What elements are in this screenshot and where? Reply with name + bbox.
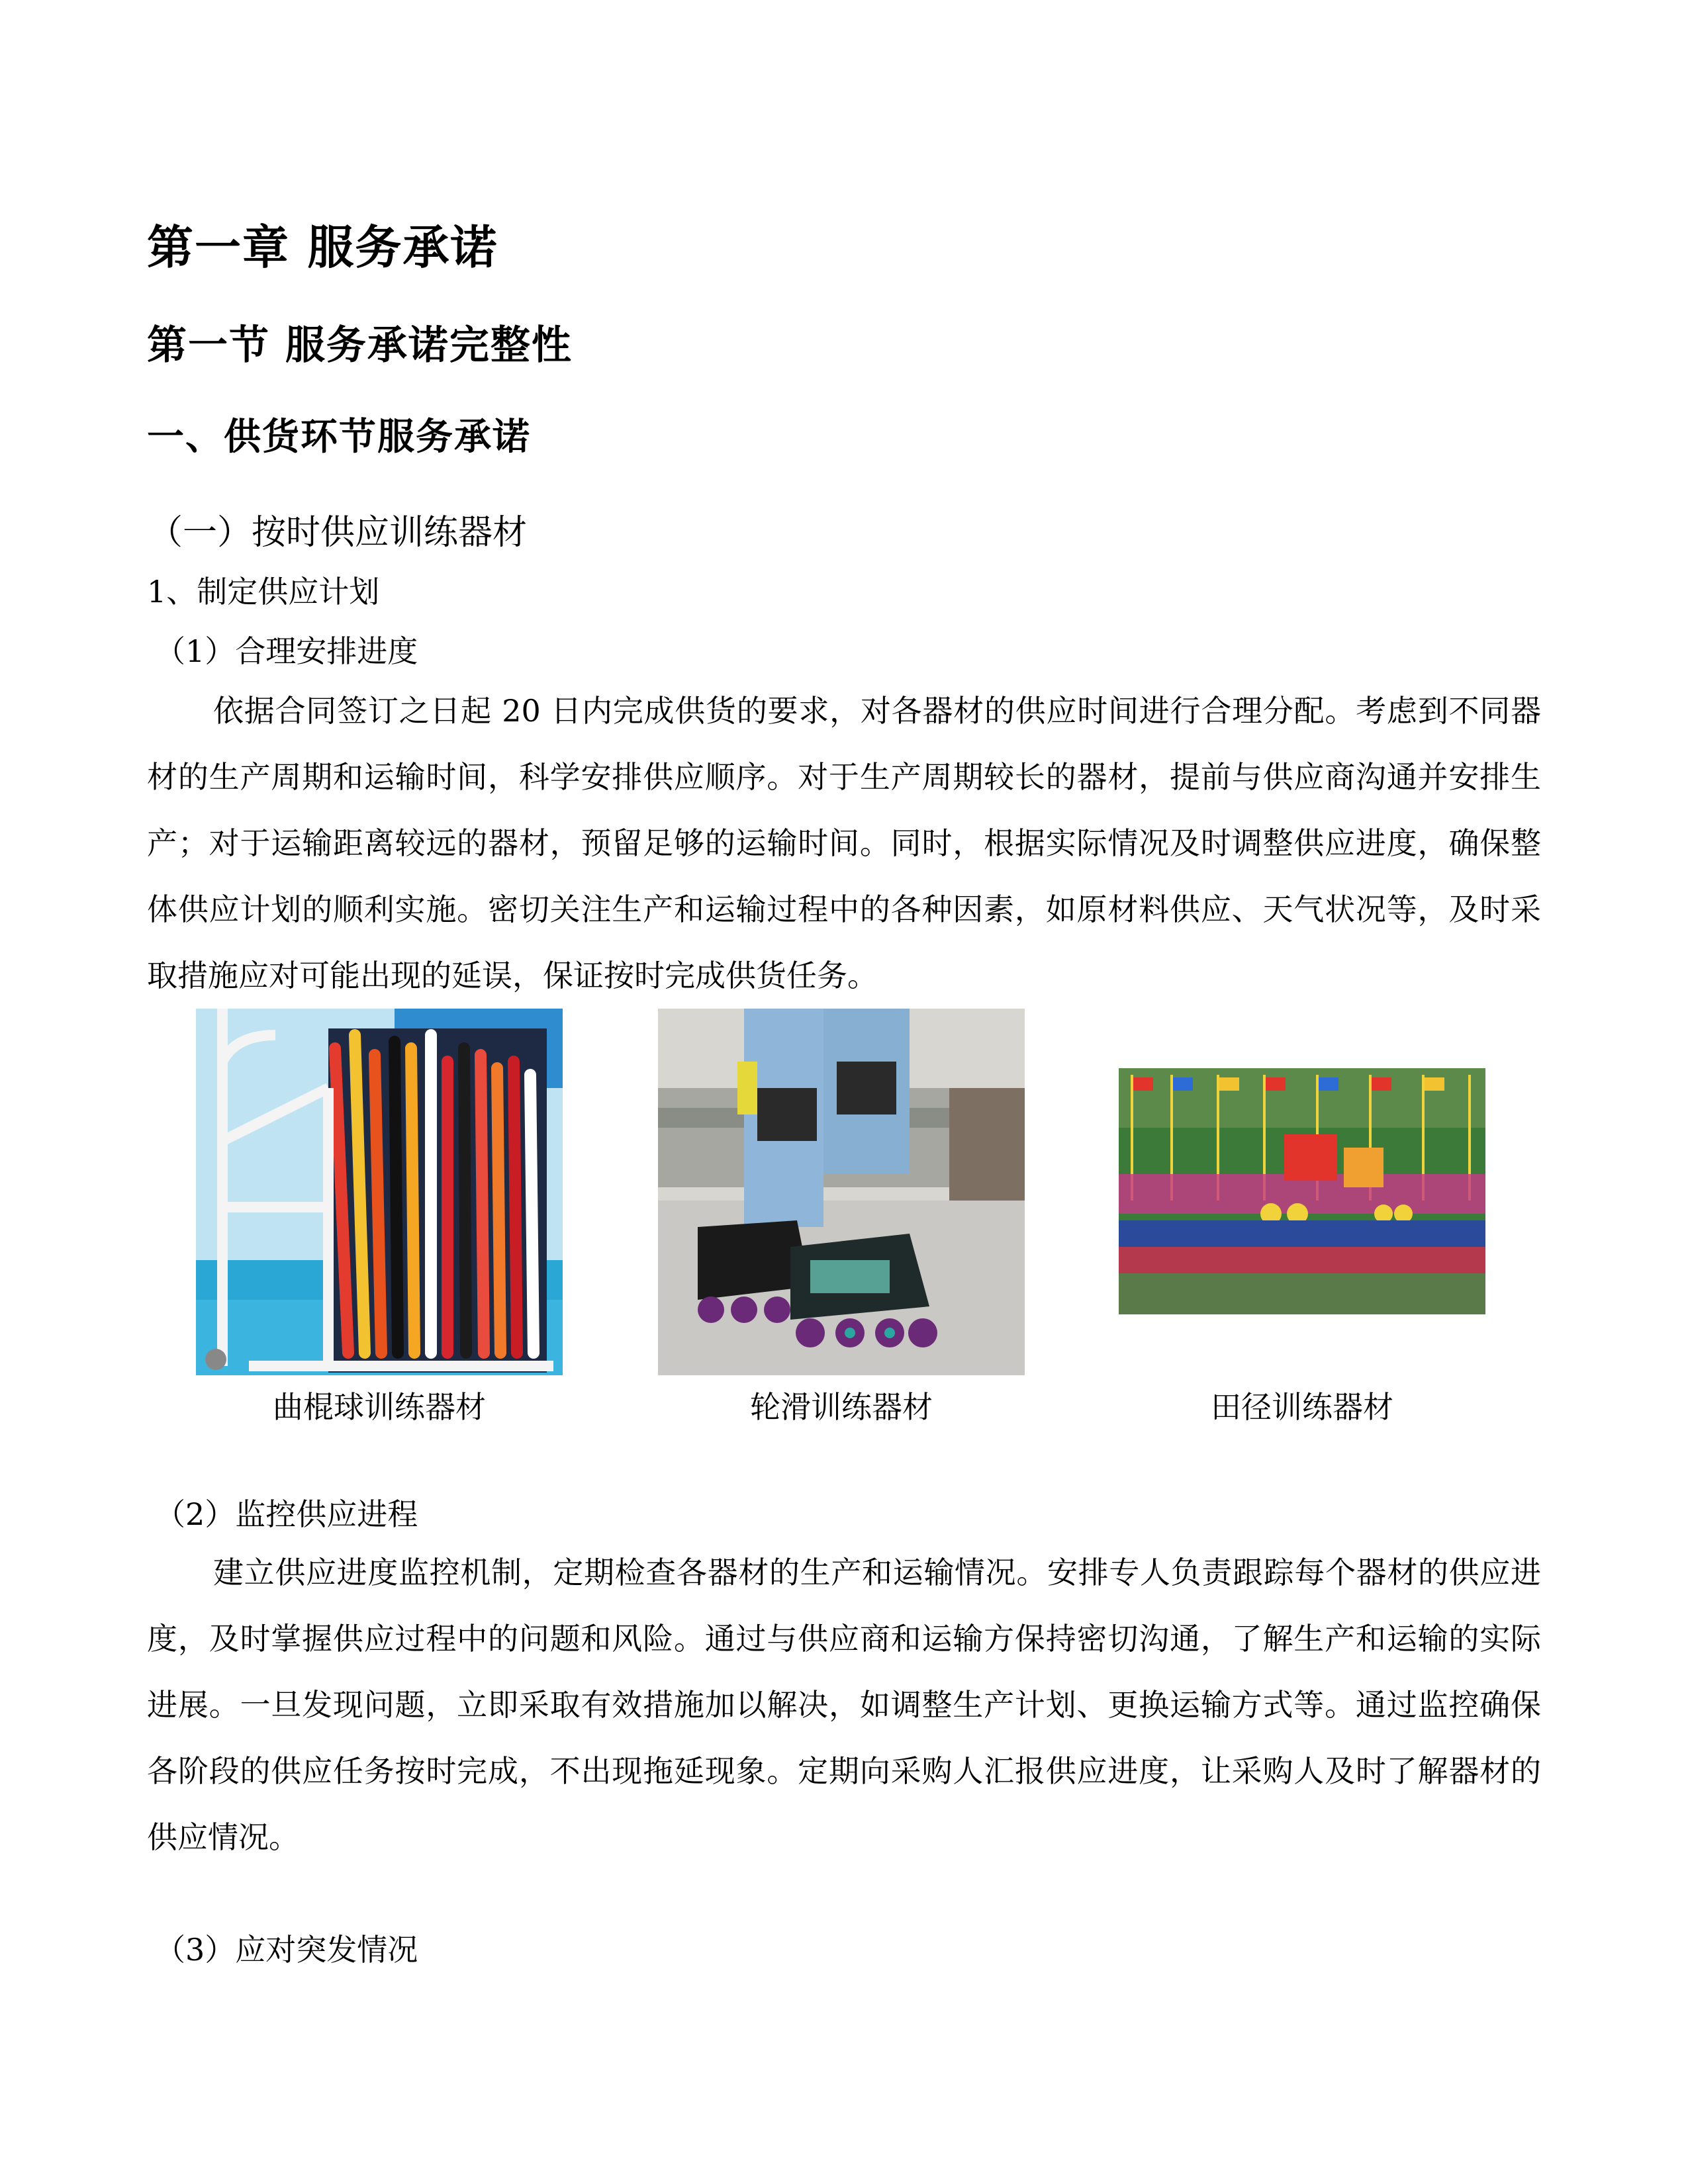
point-2-body: 建立供应进度监控机制，定期检查各器材的生产和运输情况。安排专人负责跟踪每个器材的供应进度，及时掌握供应过程中的问题和风险。通过与供应商和运输方保持密切沟通，了解生产和运输的实际进展。一旦发现问题，立即采取有效措施加以解决，如调整生产计划、更换运输方式等。通过监控确保各阶段的供应任务按时完成，不出现拖延现象。定期向采购人汇报供应进度，让采购人及时了解器材的供应情况。: [147, 1555, 1541, 1855]
hockey-rack-illustration: [196, 1009, 563, 1375]
roller-skating-image: [658, 1009, 1025, 1375]
figure-caption-hockey: 曲棍球训练器材: [273, 1389, 486, 1425]
point-2-title: （2）监控供应进程: [155, 1496, 418, 1532]
roller-skates-illustration: [658, 1009, 1025, 1375]
figure-caption-roller-skating: 轮滑训练器材: [750, 1389, 933, 1425]
subsection-title: 一、供货环节服务承诺: [147, 416, 531, 459]
point-1-title: （1）合理安排进度: [155, 633, 418, 669]
item-title: （一）按时供应训练器材: [148, 513, 528, 553]
point-1-body: 依据合同签订之日起 20 日内完成供货的要求，对各器材的供应时间进行合理分配。考虑到不同器材的生产周期和运输时间，科学安排供应顺序。对于生产周期较长的器材，提前与供应商沟通并安排生产；对于运输距离较远的器材，预留足够的运输时间。同时，根据实际情况及时调整供应进度，确保整体供应计划的顺利实施。密切关注生产和运输过程中的各种因素，如原材料供应、天气状况等，及时采取措施应对可能出现的延误，保证按时完成供货任务。: [147, 693, 1541, 993]
subitem-title: 1、制定供应计划: [147, 574, 380, 610]
point-3-title: （3）应对突发情况: [155, 1932, 418, 1968]
athletics-gear-illustration: [1119, 1068, 1485, 1314]
figure-caption-athletics: 田径训练器材: [1211, 1389, 1393, 1425]
athletics-equipment-image: [1119, 1068, 1485, 1314]
hockey-equipment-image: [196, 1009, 563, 1375]
chapter-title: 第一章 服务承诺: [147, 220, 498, 275]
section-title: 第一节 服务承诺完整性: [147, 322, 573, 369]
